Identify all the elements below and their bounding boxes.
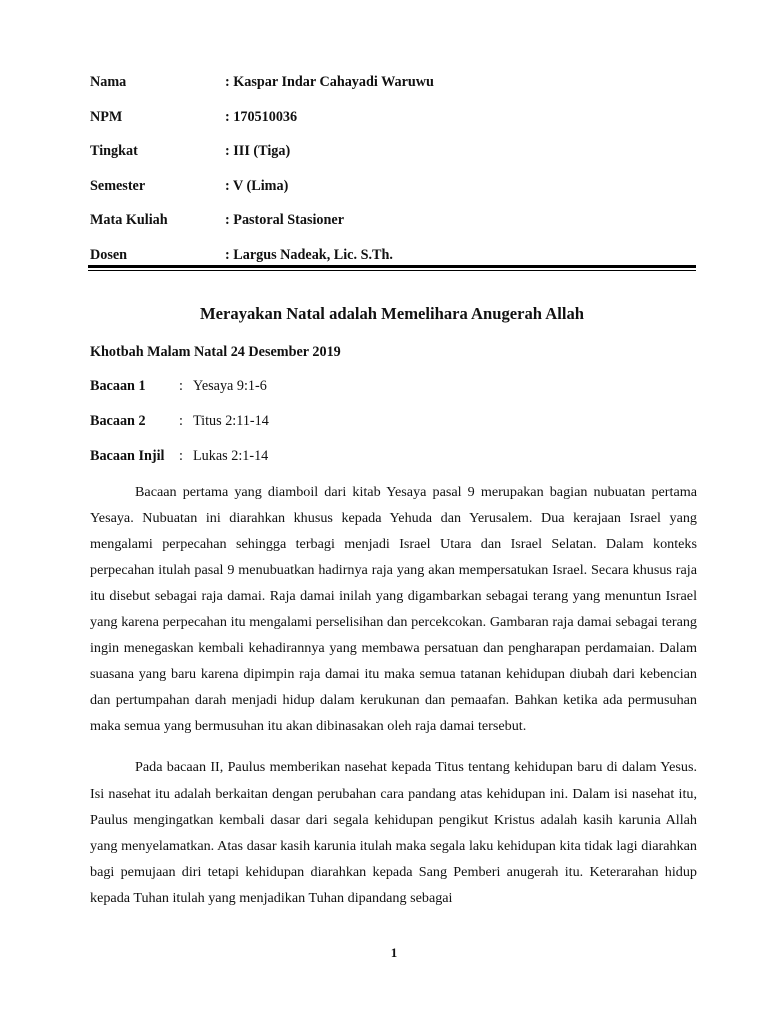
reading-value-bacaan-1: Yesaya 9:1-6: [193, 378, 267, 394]
reading-row-bacaan-injil: [90, 446, 696, 481]
page-number: 1: [390, 945, 398, 960]
student-info-table: [90, 72, 696, 280]
info-value-mata-kuliah: : Pastoral Stasioner: [225, 212, 345, 229]
info-value-nama: : Kaspar Indar Cahayadi Waruwu: [225, 74, 434, 90]
info-row-dosen: [90, 245, 696, 280]
reading-separator-bacaan-1: :: [179, 378, 183, 394]
reading-label-bacaan-2: Bacaan 2: [90, 413, 146, 430]
info-value-npm: : 170510036: [225, 108, 298, 125]
reading-value-bacaan-2: Titus 2:11-14: [193, 413, 269, 430]
info-label-npm: NPM: [90, 108, 123, 125]
info-row-mata-kuliah: [90, 210, 696, 245]
info-row-npm: [90, 107, 696, 142]
reading-separator-bacaan-2: :: [179, 413, 183, 430]
info-value-dosen: : Largus Nadeak, Lic. S.Th.: [225, 246, 393, 263]
info-row-semester: [90, 176, 696, 211]
info-label-nama: Nama: [90, 74, 127, 90]
info-label-tingkat: Tingkat: [90, 143, 138, 160]
reading-separator-bacaan-injil: :: [179, 448, 183, 465]
info-label-semester: Semester: [90, 177, 146, 194]
reading-label-bacaan-injil: Bacaan Injil: [90, 448, 165, 465]
sermon-title: Merayakan Natal adalah Memelihara Anugerah Allah: [200, 304, 584, 323]
sermon-subtitle: Khotbah Malam Natal 24 Desember 2019: [90, 344, 341, 360]
reading-row-bacaan-1: [90, 376, 696, 411]
header-divider-thick: [88, 265, 696, 268]
info-label-dosen: Dosen: [90, 246, 128, 263]
reading-row-bacaan-2: [90, 411, 696, 446]
body-paragraph-1: Bacaan pertama yang diamboil dari kitab Yesaya pasal 9 merupakan bagian nubuatan pertama Yesaya. Nubuatan ini diarahkan khusus kepada Yehuda dan Yerusalem. Dua kerajaan Israel yang mengalami perpecahan sehingga terbagi menjadi Israel Utara dan Israel Selatan. Dalam konteks perpecahan itulah pasal 9 menubuatkan hadirnya raja yang akan mempersatukan Israel. Secara khusus raja itu disebut sebagai raja damai. Raja damai inilah yang digambarkan sebagai terang yang menuntun Israel yang karena perpecahan itu mengalami perselisihan dan percekcokan. Gambaran raja damai sebagai terang ingin menegaskan kembali kehadirannya yang membawa persatuan dan pengharapan perdamaian. Dalam suasana yang baru karena dipimpin raja damai itu maka semua tatanan kehidupan diubah dari kebencian dan pertumpahan darah menjadi hidup dalam kerukunan dan pemaafan. Bahkan ketika ada permusuhan maka semua yang bermusuhan itu akan dibinasakan oleh raja damai tersebut.: [90, 484, 697, 735]
body-paragraph-2: Pada bacaan II, Paulus memberikan nasehat kepada Titus tentang kehidupan baru di dalam Yesus. Isi nasehat itu adalah berkaitan dengan perubahan cara pandang atas kehidupan ini. Dalam isi nasehat itu, Paulus mengingatkan kembali dasar dari segala kehidupan pengikut Kristus adalah kasih karunia Allah yang menyelamatkan. Atas dasar kasih karunia itulah maka segala laku kehidupan kita tidak lagi diarahkan bagi pemujaan diri tetapi kehidupan diarahkan kepada Sang Pemberi anugerah itu. Keterarahan hidup kepada Tuhan itulah yang menjadikan Tuhan dipandang sebagai: [90, 759, 697, 906]
info-value-tingkat: : III (Tiga): [225, 143, 291, 160]
info-value-semester: : V (Lima): [225, 177, 289, 194]
info-label-mata-kuliah: Mata Kuliah: [90, 212, 168, 229]
header-divider-thin: [88, 270, 696, 271]
sermon-body: [90, 479, 697, 926]
readings-list: [90, 376, 696, 482]
info-row-nama: [90, 72, 696, 107]
reading-label-bacaan-1: Bacaan 1: [90, 378, 146, 394]
reading-value-bacaan-injil: Lukas 2:1-14: [193, 448, 269, 465]
info-row-tingkat: [90, 141, 696, 176]
